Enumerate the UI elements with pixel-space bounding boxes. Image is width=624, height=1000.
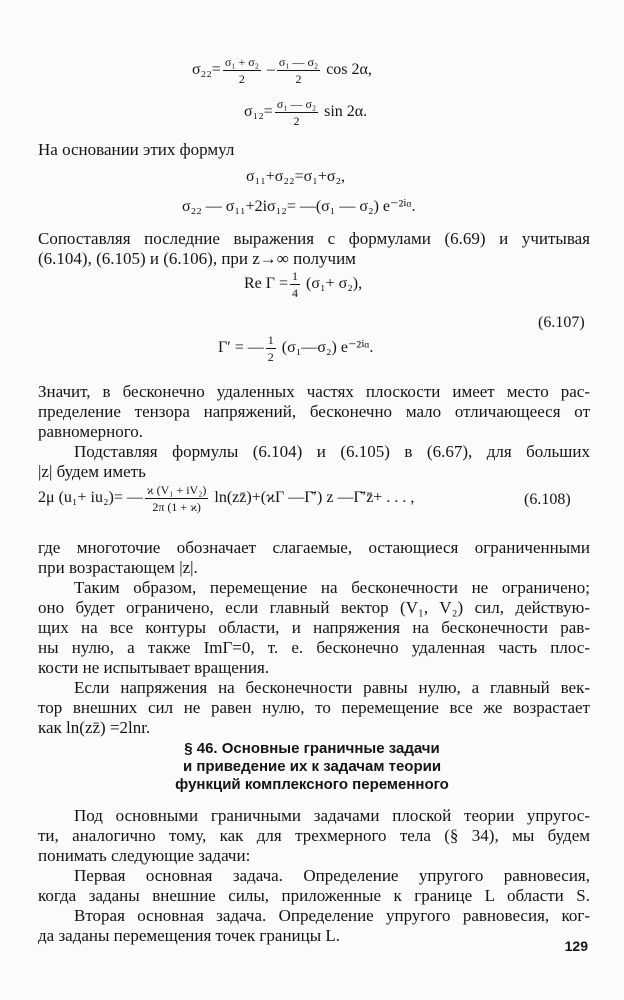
paragraph-line: оно будет ограничено, если главный вектор (V₁, V₂) сил, действую- (38, 598, 590, 617)
paragraph-line: щих на все контуры области, и напряжения на бесконечности рав- (38, 618, 590, 637)
page-number: 129 (564, 938, 588, 954)
paragraph-line: когда заданы внешние силы, приложенные к границе L области S. (38, 886, 590, 905)
paragraph-line: Сопоставляя последние выражения с формулами (6.69) и учитывая (38, 229, 590, 248)
section-heading: и приведение их к задачам теории (182, 758, 442, 775)
paragraph-line: да заданы перемещения точек границы L. (38, 926, 341, 945)
equation-number: (6.107) (538, 314, 585, 331)
section-heading: функций комплексного переменного (175, 776, 449, 793)
paragraph-line: Таким образом, перемещение на бесконечности не ограничено; (74, 578, 590, 597)
paragraph-line: пределение тензора напряжений, бесконечно мало отличающееся от (38, 402, 590, 421)
formula-sigma12: σ₁₂= $\frac{\text{σ₁ — σ₂}}{2}$ sin 2α. (244, 97, 368, 128)
equation-number: (6.108) (524, 491, 571, 508)
paragraph-line: На основании этих формул (38, 140, 235, 159)
paragraph-line: тор внешних сил не равен нулю, то перемещение все же возрастает (38, 698, 590, 717)
formula-displacement: 2μ (u₁+ iu₂)= — $\frac{\text{ϰ (V₁ + iV₂)}}{2\pi (1 + ϰ)}$ ln(zz̄)+(ϰΓ —Γ̄′) z —Γ̄′z̄+ . . . , (38, 483, 415, 514)
formula-re-gamma: Re Γ = $\frac{1}{4}$ (σ₁+ σ₂), (244, 269, 363, 300)
paragraph-line: при возрастающем |z|. (38, 558, 198, 577)
formula-gamma-prime: Γ′ = — $\frac{1}{2}$ (σ₁—σ₂) e⁻²ⁱᵅ. (218, 333, 374, 364)
paragraph-line: Если напряжения на бесконечности равны нулю, а главный век- (74, 678, 590, 697)
paragraph-line: кости не испытывает вращения. (38, 658, 270, 677)
formula-sum-sigmas: σ₁₁+σ₂₂=σ₁+σ₂, (246, 168, 346, 185)
paragraph-line: понимать следующие задачи: (38, 846, 251, 865)
paragraph-line: равномерного. (38, 422, 144, 441)
paragraph-line: Первая основная задача. Определение упругого равновесия, (74, 866, 590, 885)
formula-sigma22: σ₂₂= $\frac{\text{σ₁ + σ₂}}{2}$ – $\frac{\text{σ₁ — σ₂}}{2}$ cos 2α, (192, 55, 372, 86)
paragraph-line: |z| будем иметь (38, 462, 146, 481)
paragraph-line: как ln(zz̄) =2lnr. (38, 718, 151, 737)
formula-difference-sigmas: σ₂₂ — σ₁₁+2iσ₁₂= —(σ₁ — σ₂) e⁻²ⁱᵅ. (182, 198, 416, 215)
paragraph-line: ны нулю, а также ImΓ=0, т. е. бесконечно удаленная часть плос- (38, 638, 590, 657)
paragraph-line: Вторая основная задача. Определение упругого равновесия, ког- (74, 906, 590, 925)
paragraph-line: Значит, в бесконечно удаленных частях плоскости имеет место рас- (38, 382, 590, 401)
section-heading: § 46. Основные граничные задачи (184, 740, 440, 757)
paragraph-line: Подставляя формулы (6.104) и (6.105) в (6.67), для больших (74, 442, 590, 461)
paragraph-line: где многоточие обозначает слагаемые, остающиеся ограниченными (38, 538, 590, 557)
paragraph-line: (6.104), (6.105) и (6.106), при z→∞ получим (38, 249, 356, 268)
paragraph-line: ти, аналогично тому, как для трехмерного тела (§ 34), мы будем (38, 826, 590, 845)
paragraph-line: Под основными граничными задачами плоской теории упругос- (74, 806, 590, 825)
